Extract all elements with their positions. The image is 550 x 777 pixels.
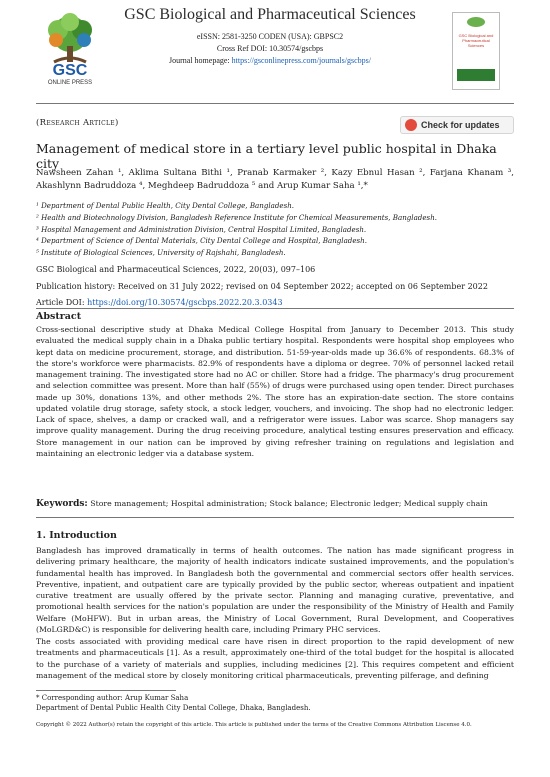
abstract-text: Cross-sectional descriptive study at Dhaka Medical College Hospital from January to December 2013. This study evaluated the medical supply chain in a Dhaka public tertiary hospital. Respondents were hospital shop employees who kept data on medicine procurement, storage, and distribution. 51-59-year-olds made up 36.6% of respondents. 68.3% of the store's workforce were pharmacists. 82.9% of respondents have a diploma or degree. 70% of personnel lacked retail management training. The investigated store had no AC or chiller. Store had a fridge. The pharmacy's drug procurement and selection committee was present. More than half (55%) of drugs were purchased using open tender. Direct purchases made up 30%, donations 13%, and other methods 2%. The store has an expiration-date section. The store contains updated volatile drug storage, safety stock, a stock ledger, vouchers, and invoicing. The shop had no electronic ledger. Lack of space, shelves, a damp or cracked wall, and a refrigerator were issues. Labor was scarce. Shop managers say improve quality management. During the drug receiving procedure, analytical testing ensures preservation and efficacy. Store management in our nation can be improved by giving refresher training on regulations and legislation and maintaining an electronic ledger via a database system. (36, 325, 514, 458)
keywords-text: Store management; Hospital administration; Stock balance; Electronic ledger; Medical supply chain (90, 499, 488, 508)
doi-link[interactable]: https://doi.org/10.30574/gscbps.2022.20.3.0343 (87, 298, 283, 307)
affiliation-2: ² Health and Biotechnology Division, Bangladesh Reference Institute for Chemical Measurements, Bangladesh. (36, 212, 438, 222)
crossref-line: Cross Ref DOI: 10.30574/gscbps (216, 44, 324, 53)
publisher-logo (36, 10, 104, 90)
citation: GSC Biological and Pharmaceutical Sciences, 2022, 20(03), 097–106 (36, 265, 316, 274)
logo-subtext: ONLINE PRESS (47, 80, 93, 86)
abstract-heading: Abstract (36, 311, 82, 322)
check-for-updates-button[interactable] (400, 116, 514, 134)
article-type: (Research Article) (36, 118, 119, 128)
doi-label: Article DOI: (36, 298, 85, 307)
cover-title: GSC Biological and Pharmaceutical Sciences (458, 33, 494, 48)
footnote-divider (36, 690, 176, 691)
corresponding-author: * Corresponding author: Arup Kumar Saha (36, 694, 189, 702)
introduction-paragraph-2: The costs associated with providing medical care have risen in direct proportion to the rapid development of new treatments and pharmaceuticals [1]. As a result, approximately one-third of the total budget for the hospital is allocated to the purchase of a variety of materials and supplies, including medicines [2]. This requires competent and efficient management of the medical store by closely monitoring critical pharmaceuticals, preventing pilferage, and defining (36, 637, 514, 680)
keywords-divider (36, 517, 514, 518)
homepage-label: Journal homepage: (169, 56, 230, 65)
affiliation-3: ³ Hospital Management and Administration Division, Central Hospital Limited, Bangladesh. (36, 224, 367, 234)
crossmark-icon (405, 119, 417, 131)
affiliation-4: ⁴ Department of Science of Dental Materials, City Dental College and Hospital, Bangladesh. (36, 236, 368, 246)
introduction-heading: 1. Introduction (36, 530, 117, 541)
journal-homepage (120, 56, 420, 65)
affiliation-1: ¹ Department of Dental Public Health, City Dental College, Bangladesh. (36, 201, 295, 210)
cover-logo-icon (467, 17, 485, 27)
cover-band (457, 69, 495, 81)
copyright-notice: Copyright © 2022 Author(s) retain the copyright of this article. This article is published under the terms of the Creative Commons Attribution Liscense 4.0. (36, 722, 472, 728)
article-doi (36, 298, 514, 307)
author-list: Nawsheen Zahan ¹, Aklima Sultana Bithi ¹, Pranab Karmaker ², Kazy Ebnul Hasan ², Farjana Khanam ³, Akashlynn Badruddoza ⁴, Meghdeep Badruddoza ⁵ and Arup Kumar Saha ¹,* (36, 168, 514, 191)
corresponding-department: Department of Dental Public Health City Dental College, Dhaka, Bangladesh. (36, 704, 311, 712)
keywords (36, 499, 514, 509)
tree-logo-icon (48, 13, 92, 62)
logo-text: GSC (52, 62, 88, 79)
header-divider (36, 103, 514, 104)
issn-line: eISSN: 2581-3250 CODEN (USA): GBPSC2 (196, 32, 344, 41)
abstract-divider-top (36, 308, 514, 309)
homepage-link[interactable]: https://gsconlinepress.com/journals/gscbps/ (231, 56, 371, 65)
journal-title: GSC Biological and Pharmaceutical Sciences (124, 6, 416, 23)
article-title: Management of medical store in a tertiary level public hospital in Dhaka city (36, 141, 497, 171)
journal-cover-thumbnail (452, 12, 500, 90)
affiliation-5: ⁵ Institute of Biological Sciences, University of Rajshahi, Bangladesh. (36, 248, 286, 258)
keywords-label: Keywords: (36, 499, 88, 509)
introduction-paragraph-1: Bangladesh has improved dramatically in terms of health outcomes. The nation has made significant progress in delivering primary healthcare, the majority of health indicators indicate sustained improvements, and the population's fundamental health has improved. In Bangladesh both the governmental and commercial sectors offer health services. Preventive, inpatient, and outpatient care are typically provided by the public sector, whereas outpatient and inpatient curative treatment are usually offered by the private sector. Planning and managing curative, preventative, and promotional health services for the nation's population are under the responsibility of the Ministry of Health and Family Welfare (MoHFW). But in urban areas, the Ministry of Local Government, Rural Development, and Cooperatives (MoLGRD&C) is responsible for delivering health care, including Primary PHC services. (36, 546, 514, 634)
affiliations (36, 200, 514, 259)
check-for-updates-label: Check for updates (421, 120, 500, 130)
publication-history: Publication history: Received on 31 July 2022; revised on 04 September 2022; accepted on 06 September 2022 (36, 282, 488, 291)
